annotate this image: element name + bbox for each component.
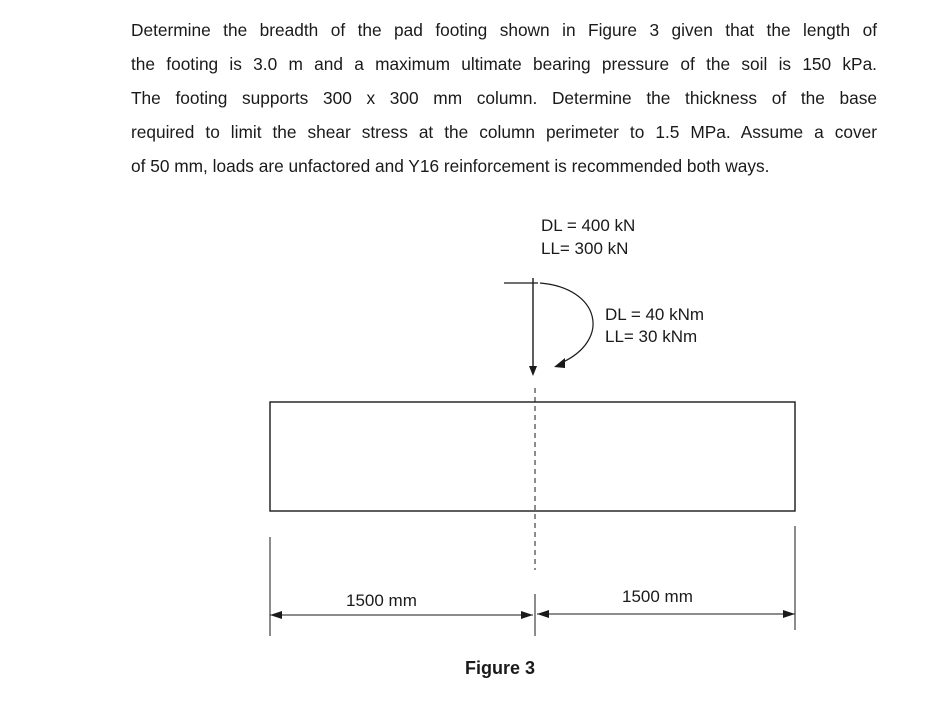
axial-live-load-label: LL= 300 kN (541, 239, 629, 258)
question-line-5: of 50 mm, loads are unfactored and Y16 reinforcement is recommended both ways. (131, 156, 770, 176)
figure-caption: Figure 3 (465, 658, 536, 678)
question-line-1: Determine the breadth of the pad footing shown in Figure 3 given that the length of (131, 20, 877, 40)
axial-load-arrow (504, 278, 538, 376)
axial-dead-load-label: DL = 400 kN (541, 216, 636, 235)
right-dimension-label: 1500 mm (622, 587, 693, 606)
question-line-4: required to limit the shear stress at the column perimeter to 1.5 MPa. Assume a cover (131, 122, 877, 142)
question-line-3: The footing supports 300 x 300 mm column. Determine the thickness of the base (131, 88, 877, 108)
moment-arrow (540, 283, 593, 368)
moment-live-load-label: LL= 30 kNm (605, 327, 698, 346)
moment-dead-load-label: DL = 40 kNm (605, 305, 705, 324)
question-line-2: the footing is 3.0 m and a maximum ultimate bearing pressure of the soil is 150 kPa. (131, 54, 877, 74)
left-dimension-line (270, 611, 533, 619)
footing-base (270, 402, 795, 511)
right-dimension-line (537, 610, 795, 618)
left-dimension-label: 1500 mm (346, 591, 417, 610)
